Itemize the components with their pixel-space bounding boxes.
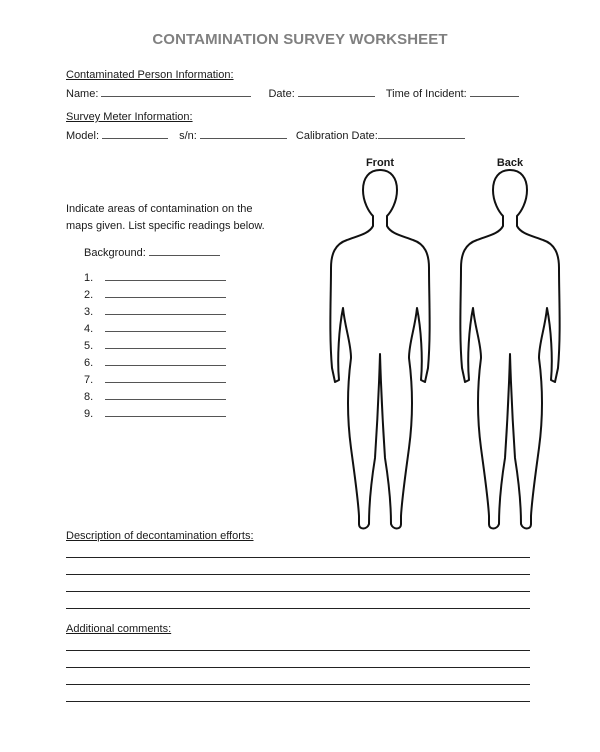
reading-field[interactable] [105, 304, 226, 315]
serial-number-field[interactable] [200, 128, 287, 139]
instructions-line-2: maps given. List specific readings below. [66, 220, 265, 232]
background-row [84, 245, 220, 259]
serial-number-label: s/n: [179, 130, 197, 142]
reading-field[interactable] [105, 389, 226, 400]
reading-field[interactable] [105, 270, 226, 281]
readings-list [84, 270, 226, 423]
front-figure-label: Front [365, 157, 395, 169]
list-item: 3. [84, 304, 226, 321]
reading-field[interactable] [105, 338, 226, 349]
reading-field[interactable] [105, 372, 226, 383]
comments-line-2[interactable] [66, 667, 530, 668]
back-body-outline[interactable] [455, 168, 565, 534]
time-of-incident-label: Time of Incident: [385, 88, 467, 100]
back-figure-label: Back [496, 157, 524, 169]
date-label: Date: [268, 88, 295, 100]
decon-line-1[interactable] [66, 557, 530, 558]
person-info-row [66, 86, 519, 100]
name-label: Name: [66, 88, 99, 100]
model-field[interactable] [102, 128, 168, 139]
calibration-date-field[interactable] [378, 128, 465, 139]
list-item: 4. [84, 321, 226, 338]
list-item: 7. [84, 372, 226, 389]
list-item: 2. [84, 287, 226, 304]
decon-line-2[interactable] [66, 574, 530, 575]
list-item: 6. [84, 355, 226, 372]
person-info-heading: Contaminated Person Information: [66, 69, 234, 81]
list-item: 9. [84, 406, 226, 423]
background-label: Background: [84, 247, 146, 259]
reading-field[interactable] [105, 321, 226, 332]
reading-field[interactable] [105, 287, 226, 298]
front-body-outline[interactable] [325, 168, 435, 534]
instructions-line-1: Indicate areas of contamination on the [66, 203, 253, 215]
date-field[interactable] [298, 86, 375, 97]
meter-info-row [66, 128, 465, 142]
name-field[interactable] [101, 86, 251, 97]
list-item: 5. [84, 338, 226, 355]
comments-line-1[interactable] [66, 650, 530, 651]
list-item: 1. [84, 270, 226, 287]
time-of-incident-field[interactable] [470, 86, 519, 97]
comments-line-4[interactable] [66, 701, 530, 702]
calibration-date-label: Calibration Date: [295, 130, 378, 142]
background-field[interactable] [149, 245, 220, 256]
reading-field[interactable] [105, 355, 226, 366]
comments-line-3[interactable] [66, 684, 530, 685]
decon-heading: Description of decontamination efforts: [66, 530, 254, 542]
decon-line-3[interactable] [66, 591, 530, 592]
comments-heading: Additional comments: [66, 623, 172, 635]
instructions [66, 201, 265, 235]
list-item: 8. [84, 389, 226, 406]
model-label: Model: [66, 130, 100, 142]
page-title: CONTAMINATION SURVEY WORKSHEET [152, 31, 448, 48]
decon-line-4[interactable] [66, 608, 530, 609]
reading-field[interactable] [105, 406, 226, 417]
meter-info-heading: Survey Meter Information: [66, 111, 193, 123]
